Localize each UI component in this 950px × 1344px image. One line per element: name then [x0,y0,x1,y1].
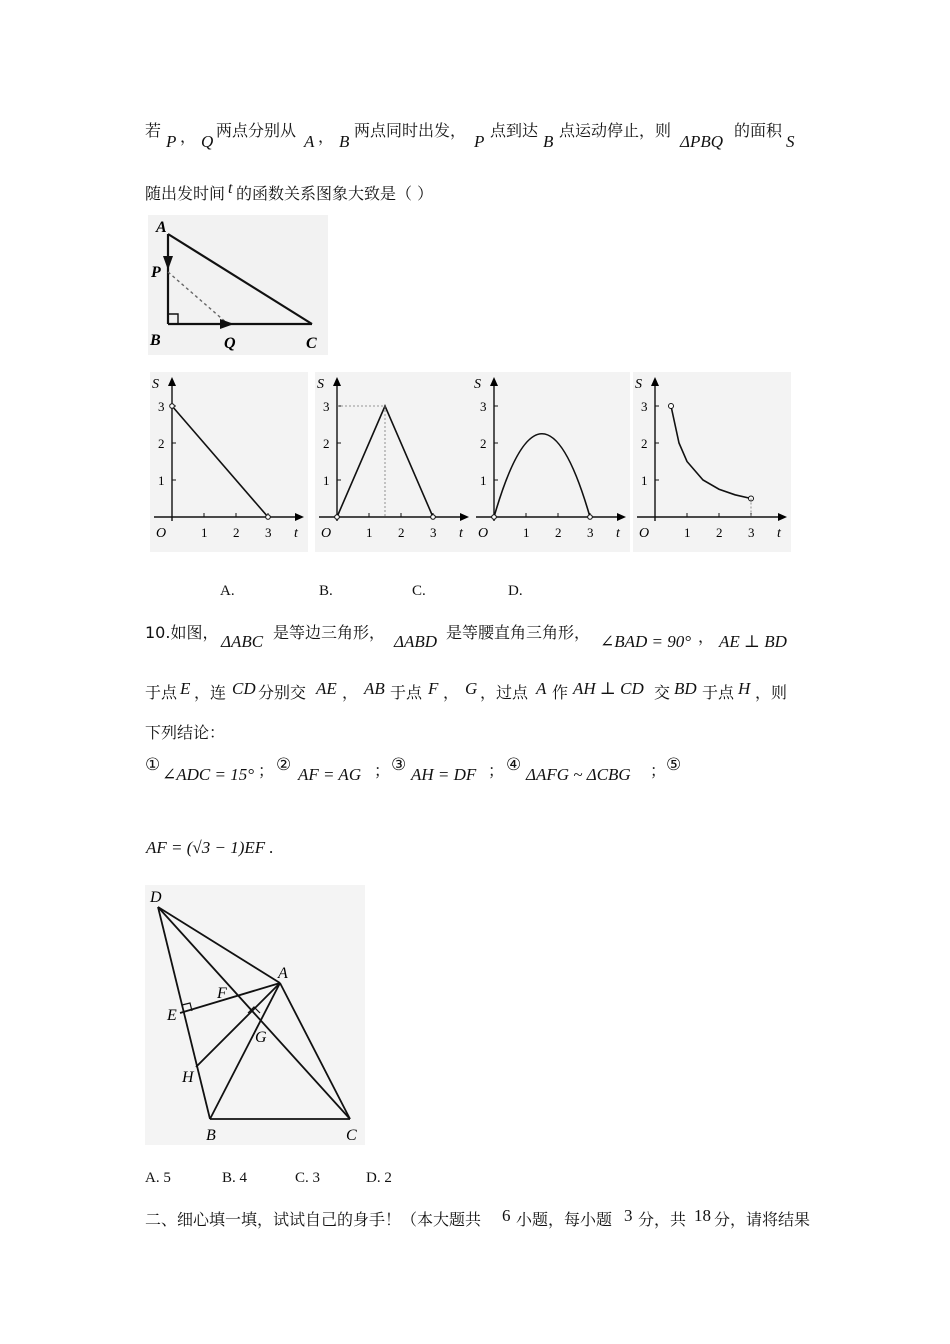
conclusion-2: AF = AG [298,765,362,784]
q9-text: 的面积 [734,121,783,140]
endpoint-open [492,515,497,520]
endpoint-open [266,515,271,520]
q10-text: 是等边三角形， [273,623,386,642]
q10-text: 分别交 [258,683,307,702]
graph-c [472,372,630,552]
endpoint-open [669,404,674,409]
section-text: 分，共 [638,1210,687,1229]
circled-number-3: ③ [391,755,407,775]
label-C: C [346,1127,357,1144]
y-axis-label: S [635,377,642,392]
math-triangle-ABD: ΔABD [394,632,438,651]
origin-label: O [156,526,167,541]
x-tick-label: 2 [398,525,405,540]
q10-text: ，则 [755,683,788,702]
circled-number-4: ④ [506,755,522,775]
label-B: B [206,1127,216,1144]
y-tick-label: 3 [641,399,648,414]
q9-text: 的函数关系图象大致是（ ） [236,184,434,203]
q10-text: 10.如图， [145,623,219,642]
label-A: A [278,965,288,982]
separator: ； [258,761,275,780]
section-title: 二、细心填一填，试试自己的身手！（本大题共 [145,1210,482,1229]
circled-number-5: ⑤ [666,755,682,775]
math-angle-BAD: ∠BAD = 90° [600,632,692,651]
q9-text: 随出发时间 [145,184,226,203]
math-B: B [339,132,350,151]
math-AE-perp-BD: AE ⊥ BD [719,632,787,651]
option-d[interactable]: D. 2 [366,1170,392,1186]
y-tick-label: 1 [158,473,165,488]
x-tick-label: 1 [523,525,530,540]
option-a[interactable]: A. 5 [145,1170,171,1186]
endpoint-open [431,515,436,520]
x-tick-label: 1 [201,525,208,540]
label-Q: Q [224,335,236,352]
graph-a [150,372,308,552]
q10-text: 交 [654,683,671,702]
label-H: H [182,1069,194,1086]
math-AB: AB [364,679,385,698]
x-tick-label: 2 [716,525,723,540]
section-number: 18 [694,1206,711,1225]
graph-background [315,372,473,552]
circled-number-2: ② [276,755,292,775]
option-a[interactable]: A. [220,583,235,599]
option-b[interactable]: B. 4 [222,1170,248,1186]
y-axis-label: S [474,377,481,392]
section-text: 小题，每小题 [516,1210,613,1229]
separator: ； [488,761,505,780]
math-A: A [304,132,315,151]
conclusion-1: ∠ADC = 15° [162,765,255,784]
math-AH-perp-CD: AH ⊥ CD [573,679,644,698]
graph-background [150,372,308,552]
math-H: H [738,679,751,698]
x-tick-label: 3 [430,525,437,540]
origin-label: O [478,526,489,541]
x-axis-label: t [294,526,298,541]
math-triangle-ABC: ΔABC [221,632,264,651]
y-tick-label: 1 [480,473,487,488]
section-number: 3 [624,1206,633,1225]
graph-background [633,372,791,552]
option-d[interactable]: D. [508,583,523,599]
x-tick-label: 3 [587,525,594,540]
q9-triangle-figure [140,210,335,360]
y-tick-label: 2 [158,436,165,451]
graph-b [315,372,473,552]
q10-text: 于点 [145,683,178,702]
q9-text: 若 [145,121,162,140]
separator: ； [374,761,391,780]
y-tick-label: 1 [641,473,648,488]
math-F: F [428,679,439,698]
x-axis-label: t [777,526,781,541]
q9-comma: ， [318,127,335,146]
conclusion-5: AF = (√3 − 1)EF . [146,838,274,857]
q10-text: ，过点 [480,683,529,702]
conclusion-3: AH = DF [411,765,477,784]
q10-text: ， [443,683,460,702]
x-tick-label: 3 [265,525,272,540]
math-BD: BD [674,679,697,698]
x-tick-label: 1 [366,525,373,540]
y-tick-label: 2 [323,436,330,451]
math-AE: AE [316,679,337,698]
option-c[interactable]: C. [412,583,426,599]
math-B: B [543,132,554,151]
math-triangle-PBQ: ΔPBQ [680,132,724,151]
math-S: S [786,132,795,151]
q9-comma: ， [180,127,197,146]
q10-text: 于点 [390,683,423,702]
label-E: E [167,1007,177,1024]
x-axis-label: t [616,526,620,541]
math-P: P [474,132,485,151]
math-G: G [465,679,478,698]
math-t: t [228,180,233,197]
section-number: 6 [502,1206,511,1225]
q10-text: 是等腰直角三角形， [446,623,591,642]
math-A: A [536,679,547,698]
math-P: P [166,132,177,151]
origin-label: O [321,526,332,541]
q10-geometry-figure [140,880,370,1150]
q9-text: 点运动停止，则 [559,121,672,140]
label-C: C [306,335,317,352]
graph-background [472,372,630,552]
circled-number-1: ① [145,755,161,775]
label-G: G [255,1029,267,1046]
q10-text: 作 [552,683,569,702]
x-tick-label: 1 [684,525,691,540]
q10-text: 于点 [702,683,735,702]
option-c[interactable]: C. 3 [295,1170,321,1186]
math-Q: Q [201,132,214,151]
endpoint-open [170,404,175,409]
math-CD: CD [232,679,256,698]
separator: ； [650,761,667,780]
endpoint-open [335,515,340,520]
q10-text: ， [342,683,359,702]
label-F: F [217,985,227,1002]
conclusion-4: ΔAFG ~ ΔCBG [526,765,631,784]
y-tick-label: 2 [641,436,648,451]
x-tick-label: 3 [748,525,755,540]
math-E: E [180,679,191,698]
option-b[interactable]: B. [319,583,333,599]
label-B: B [150,332,161,349]
x-tick-label: 2 [233,525,240,540]
y-axis-label: S [317,377,324,392]
y-tick-label: 3 [480,399,487,414]
q10-comma: ， [698,627,715,646]
label-A: A [156,219,167,236]
y-axis-label: S [152,377,159,392]
q9-text: 两点同时出发， [354,121,467,140]
y-tick-label: 3 [323,399,330,414]
origin-label: O [639,526,650,541]
endpoint-open [588,515,593,520]
x-tick-label: 2 [555,525,562,540]
y-tick-label: 3 [158,399,165,414]
x-axis-label: t [459,526,463,541]
q9-text: 两点分别从 [216,121,297,140]
section-text: 分，请将结果 [714,1210,811,1229]
y-tick-label: 2 [480,436,487,451]
label-P: P [151,264,161,281]
q9-text: 点到达 [490,121,539,140]
figure-background [148,215,328,355]
label-D: D [150,889,162,906]
q10-line-3: 下列结论： [145,723,226,742]
y-tick-label: 1 [323,473,330,488]
graph-d [633,372,791,552]
q10-text: ，连 [194,683,227,702]
